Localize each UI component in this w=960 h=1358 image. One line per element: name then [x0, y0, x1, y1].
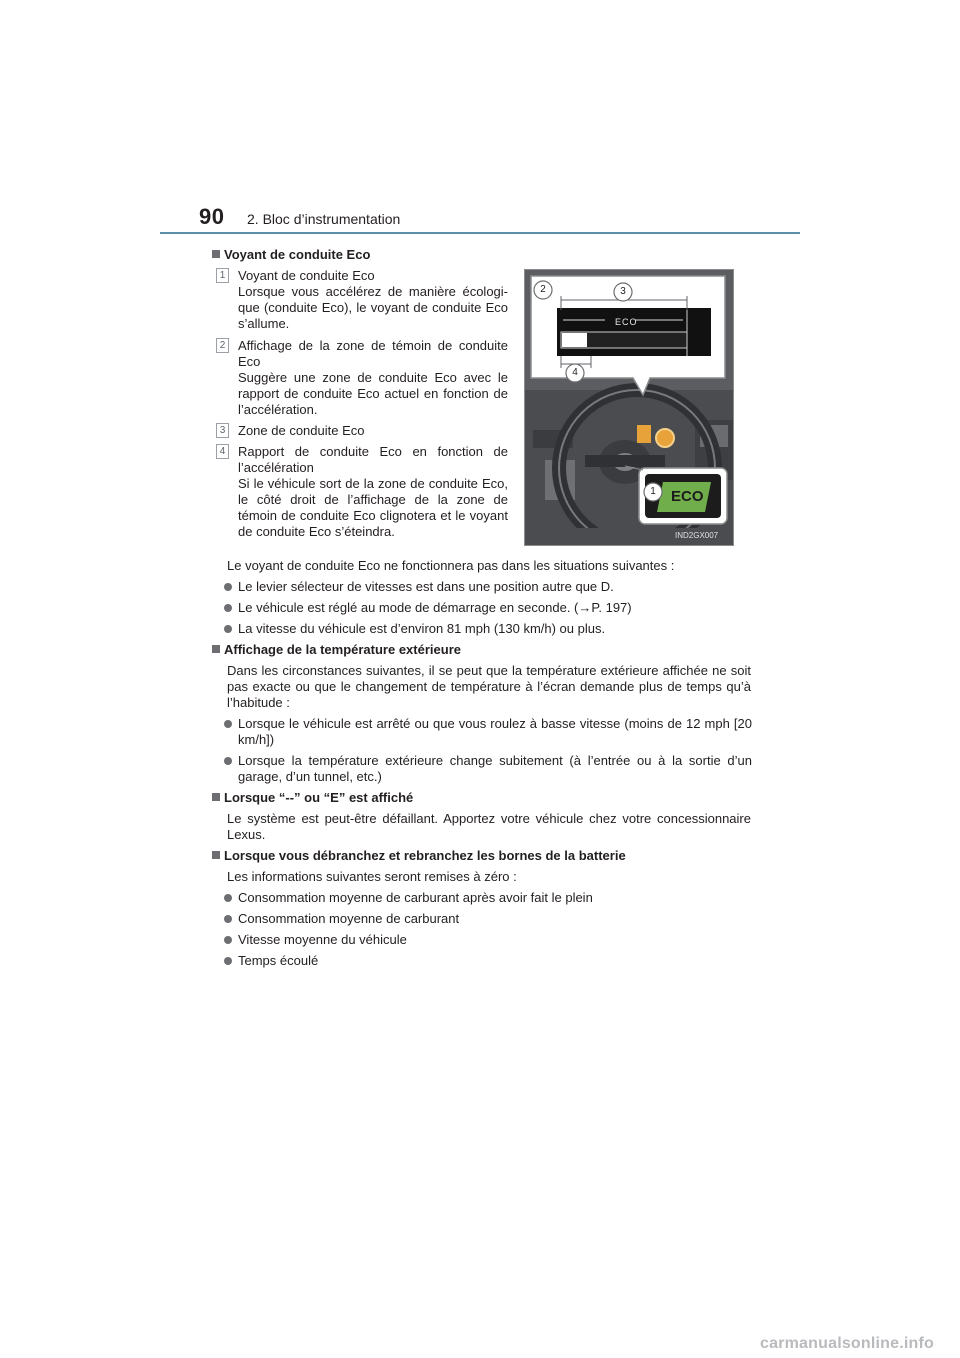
- page-header: [0, 0, 960, 240]
- item-title: Zone de conduite Eco: [238, 423, 365, 438]
- bullet-dot-icon: [224, 757, 232, 765]
- eco-bar-label: ECO: [615, 317, 638, 327]
- eco-indicator-illustration: [524, 269, 734, 546]
- number-box: 3: [216, 423, 229, 438]
- numbered-item-2: [216, 338, 508, 418]
- bullet-dot-icon: [224, 957, 232, 965]
- numbered-item-3: [216, 423, 508, 439]
- square-bullet-icon: [212, 250, 220, 258]
- section-title-temperature: Affichage de la température extérieure: [212, 642, 461, 658]
- item-body: Si le véhicule sort de la zone de conduite Eco, le côté droit de l’affichage de la zone de témoin de conduite Eco clignotera et le voyant de conduite Eco s’éteindra.: [238, 476, 508, 539]
- callout-2: 2: [540, 284, 546, 295]
- watermark: carmanualsonline.info: [760, 1335, 935, 1352]
- bullet-item: Le véhicule est réglé au mode de démarrage en seconde. (→P. 197): [224, 600, 752, 616]
- number-box: 2: [216, 338, 229, 353]
- temperature-text: Dans les circonstances suivantes, il se peut que la température extérieure affichée ne soit pas exacte ou que le changement de température à l’écran demande plus de temps qu’à l’habitude :: [227, 663, 751, 710]
- square-bullet-icon: [212, 645, 220, 653]
- item-body: Lorsque vous accélérez de manière écologi-que (conduite Eco), le voyant de conduite Eco s’allume.: [238, 284, 508, 331]
- bullet-item: La vitesse du véhicule est d’environ 81 mph (130 km/h) ou plus.: [224, 621, 752, 637]
- item-body: Suggère une zone de conduite Eco avec le rapport de conduite Eco actuel en fonction de l’accélération.: [238, 370, 508, 417]
- bullet-dot-icon: [224, 936, 232, 944]
- bullet-item: Lorsque le véhicule est arrêté ou que vous roulez à basse vitesse (moins de 12 mph [20 km/h]): [224, 716, 752, 748]
- item-title: Rapport de conduite Eco en fonction de l’accélération: [238, 444, 508, 475]
- bullet-item: Temps écoulé: [224, 953, 752, 969]
- battery-text: Les informations suivantes seront remises à zéro :: [227, 869, 517, 884]
- bullet-dot-icon: [224, 604, 232, 612]
- bullet-dot-icon: [224, 583, 232, 591]
- bullet-item: Lorsque la température extérieure change subitement (à l’entrée ou à la sortie d’un garage, d’un tunnel, etc.): [224, 753, 752, 785]
- section-title-display: Lorsque “--” ou “E” est affiché: [212, 790, 413, 806]
- bullet-dot-icon: [224, 625, 232, 633]
- numbered-item-4: [216, 444, 508, 540]
- section-title-battery: Lorsque vous débranchez et rebranchez les bornes de la batterie: [212, 848, 626, 864]
- item-title: Affichage de la zone de témoin de conduite Eco: [238, 338, 508, 369]
- figure-code: IND2GX007: [675, 531, 719, 540]
- callout-1: 1: [650, 486, 656, 497]
- callout-4: 4: [572, 367, 578, 378]
- bullet-item: Consommation moyenne de carburant après avoir fait le plein: [224, 890, 752, 906]
- bullet-item: Le levier sélecteur de vitesses est dans une position autre que D.: [224, 579, 752, 595]
- bullet-item: Consommation moyenne de carburant: [224, 911, 752, 927]
- number-box: 1: [216, 268, 229, 283]
- eco-indicator-label: ECO: [671, 488, 704, 505]
- bullet-dot-icon: [224, 720, 232, 728]
- number-box: 4: [216, 444, 229, 459]
- eco-note: Le voyant de conduite Eco ne fonctionnera pas dans les situations suivantes :: [227, 558, 675, 573]
- bullet-dot-icon: [224, 915, 232, 923]
- display-text: Le système est peut-être défaillant. Apportez votre véhicule chez votre concessionnaire Lexus.: [227, 811, 751, 842]
- header-rule: [160, 232, 800, 234]
- item-title: Voyant de conduite Eco: [238, 268, 375, 283]
- section-title-eco: Voyant de conduite Eco: [212, 247, 370, 263]
- bullet-item: Vitesse moyenne du véhicule: [224, 932, 752, 948]
- square-bullet-icon: [212, 793, 220, 801]
- bullet-dot-icon: [224, 894, 232, 902]
- page-number: 90: [199, 204, 225, 229]
- chapter-title: 2. Bloc d’instrumentation: [247, 211, 401, 227]
- square-bullet-icon: [212, 851, 220, 859]
- callout-3: 3: [620, 286, 626, 297]
- numbered-item-1: [216, 268, 508, 332]
